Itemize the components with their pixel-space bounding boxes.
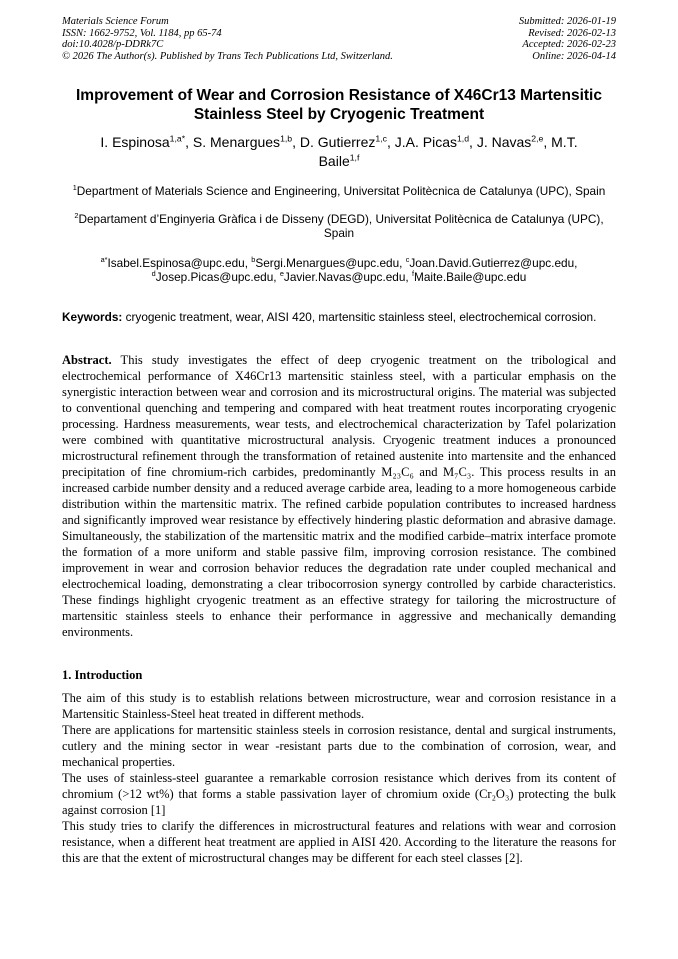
email-address: Maite.Baile@upc.edu <box>414 270 527 285</box>
authors-line <box>90 133 588 171</box>
abstract-label: Abstract. <box>62 352 112 367</box>
journal-info <box>62 16 393 62</box>
email-superscript: f <box>411 269 415 279</box>
author-superscript: 1,d <box>456 133 470 144</box>
keywords-text: cryogenic treatment, wear, AISI 420, martensitic stainless steel, electrochemical corrosion. <box>122 309 597 324</box>
abstract-text: This study investigates the effect of deep cryogenic treatment on the tribological and electrochemical performance of X46Cr13 martensitic stainless steel, with a particular emphasis on the synergistic interaction between wear and corrosion and its microstructural origins. The material was subjected to conventional quenching and tempering and compared with heat treatment routes incorporating cryogenic processing. Hardness measurements, wear tests, and electrochemical characterization by Tafel polarization were combined with quantitative microstructural analysis. Cryogenic treatment induces a pronounced microstructural refinement through the transformation of retained austenite into martensite and the enhanced precipitation of fine chromium-rich carbides, predominantly M₂₃C₆ and M₇C₃. This process results in an increased carbide number density and a reduced average carbide area, leading to a more homogeneous carbide distribution within the martensitic matrix. The refined carbide population contributes to increased hardness and significantly improved wear resistance by effectively hindering plastic deformation and abrasive damage. Simultaneously, the stabilization of the martensitic matrix and the modified carbide–matrix interface promote the formation of a more uniform and stable passive film, improving corrosion resistance. The combined improvement in wear and corrosion behavior reduces the degradation rate under coupled mechanical and electrochemical loading, demonstrating a clear tribocorrosion synergy controlled by carbide characteristics. These findings highlight cryogenic treatment as an effective strategy for tailoring the microstructure of martensitic stainless steels to enhance their performance in aggressive and mechanically demanding environments. <box>62 352 616 639</box>
email-address: Sergi.Menargues@upc.edu <box>255 255 400 270</box>
author-name: D. Gutierrez <box>299 134 376 151</box>
email-address: Isabel.Espinosa@upc.edu <box>107 255 245 270</box>
author-name: I. Espinosa <box>100 134 170 151</box>
keywords-label: Keywords: <box>62 309 123 324</box>
email-superscript: e <box>279 269 284 279</box>
paper-title: Improvement of Wear and Corrosion Resistance of X46Cr13 Martensitic Stainless Steel by Cryogenic Treatment <box>75 87 602 124</box>
email-superscript: c <box>405 254 410 264</box>
author-separator: , <box>185 134 193 151</box>
author-name: J.A. Picas <box>394 134 457 151</box>
intro-paragraph-3: The uses of stainless-steel guarantee a remarkable corrosion resistance which derives from its content of chromium (>12 wt%) that forms a stable passivation layer of chromium oxide (Cr₂O₃) protecting the bulk against corrosion [1] <box>62 770 616 817</box>
author-superscript: 2,e <box>531 133 544 144</box>
doi-line: doi:10.4028/p-DDRk7C <box>62 39 164 51</box>
email-superscript: a* <box>100 254 108 264</box>
email-superscript: b <box>251 254 256 264</box>
author-emails <box>62 256 616 285</box>
affiliation-superscript: 2 <box>74 210 79 220</box>
author-name: S. Menargues <box>192 134 281 151</box>
author-separator: , <box>543 134 552 151</box>
author-superscript: 1,b <box>280 133 293 144</box>
keywords-section <box>62 310 616 325</box>
online-date: Online: 2026-04-14 <box>532 50 616 62</box>
affiliation-1 <box>68 184 610 199</box>
submission-dates <box>519 16 616 62</box>
email-separator: , <box>273 270 280 285</box>
intro-paragraph-1: The aim of this study is to establish relations between microstructure, wear and corrosion resistance in a Martensitic Stainless-Steel heat treated in different methods. <box>62 690 616 721</box>
email-address: Josep.Picas@upc.edu <box>155 270 274 285</box>
email-separator: , <box>399 255 406 270</box>
accepted-date: Accepted: 2026-02-23 <box>522 39 616 51</box>
email-separator: , <box>405 270 412 285</box>
abstract-section <box>62 352 616 640</box>
issn-line: ISSN: 1662-9752, Vol. 1184, pp 65-74 <box>62 27 222 39</box>
author-separator: , <box>292 134 300 151</box>
author-name: J. Navas <box>476 134 532 151</box>
intro-paragraph-2: There are applications for martensitic stainless steels in corrosion resistance, dental and surgical instruments, cutlery and the mining sector in wear -resistant parts due to the combination of corrosion, wear, and mechanical properties. <box>62 722 616 769</box>
journal-header <box>62 16 616 62</box>
author-superscript: 1,f <box>349 152 360 163</box>
intro-paragraph-4: This study tries to clarify the differences in microstructural features and relations with wear and corrosion resistance, when a different heat treatment are applied in AISI 420. According to the literature the reasons for this are that the extent of microstructural changes may be different for each steel classes [2]. <box>62 818 616 865</box>
affiliation-text: Departament d’Enginyeria Gràfica i de Disseny (DEGD), Universitat Politècnica de Catalunya (UPC), Spain <box>78 211 604 241</box>
email-address: Joan.David.Gutierrez@upc.edu <box>409 255 575 270</box>
author-name: M.T. Baile <box>318 134 578 170</box>
email-separator: , <box>244 255 252 270</box>
author-superscript: 1,c <box>375 133 387 144</box>
author-superscript: 1,a* <box>169 133 186 144</box>
affiliation-text: Department of Materials Science and Engineering, Universitat Politècnica de Catalunya (UPC), Spain <box>76 184 606 199</box>
author-separator: , <box>469 134 477 151</box>
introduction-heading: 1. Introduction <box>62 667 143 682</box>
revised-date: Revised: 2026-02-13 <box>528 27 616 39</box>
email-address: Javier.Navas@upc.edu <box>283 270 406 285</box>
journal-name: Materials Science Forum <box>62 16 169 27</box>
copyright-line: © 2026 The Author(s). Published by Trans Tech Publications Ltd, Switzerland. <box>62 50 393 62</box>
affiliation-2 <box>68 212 610 241</box>
submitted-date: Submitted: 2026-01-19 <box>518 16 616 27</box>
affiliation-superscript: 1 <box>72 183 77 193</box>
author-separator: , <box>386 134 395 151</box>
email-separator: , <box>574 255 578 270</box>
email-superscript: d <box>151 269 156 279</box>
